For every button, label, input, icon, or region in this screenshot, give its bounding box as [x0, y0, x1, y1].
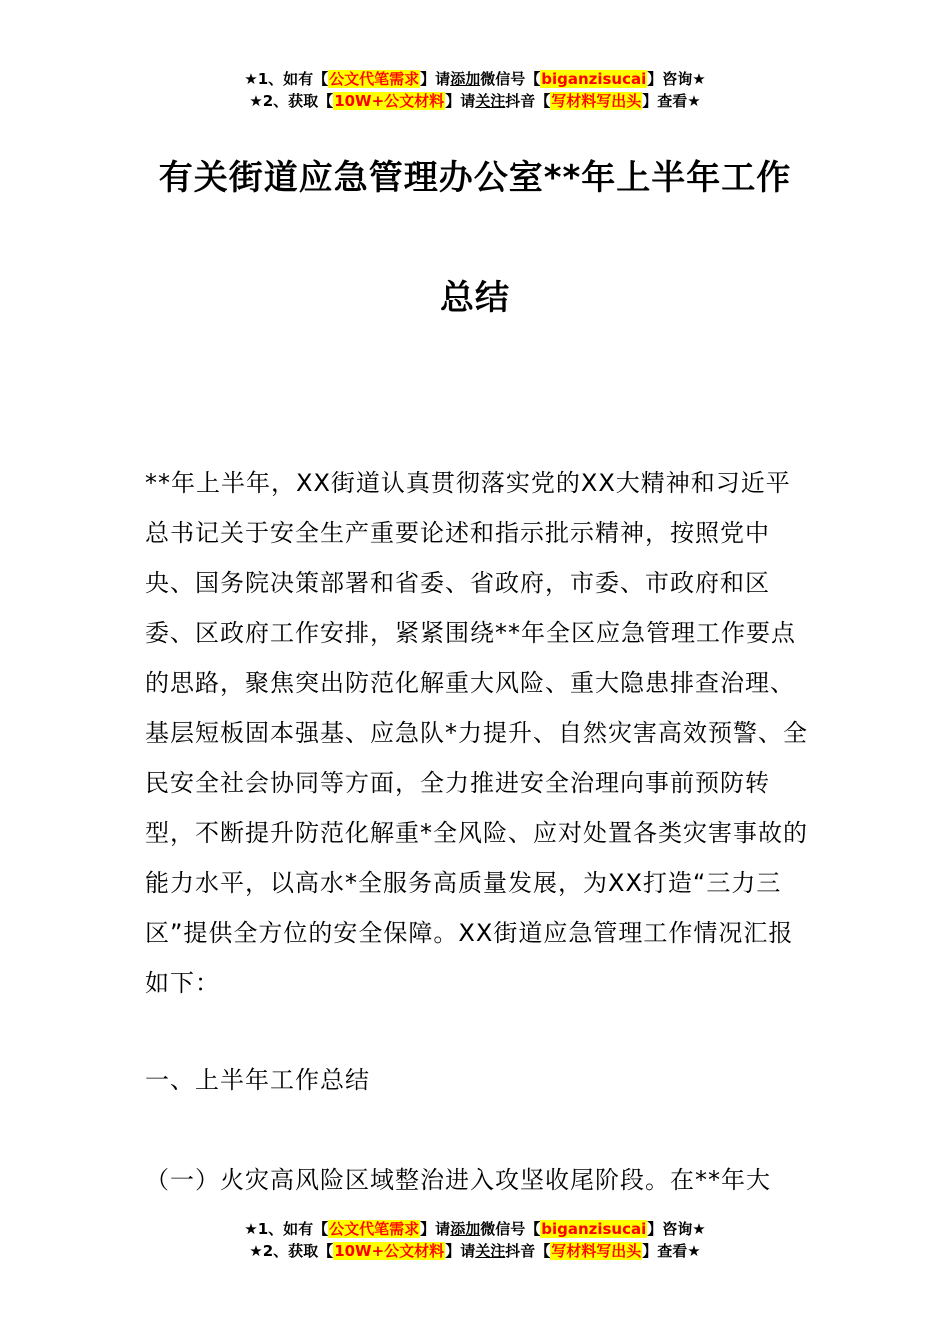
highlight-materials: 10W+公文材料 — [334, 1242, 445, 1260]
section-heading-1: 一、上半年工作总结 — [145, 1066, 370, 1094]
banner-line-2: ★2、获取【10W+公文材料】请关注抖音【写材料写出头】查看★ — [249, 1242, 701, 1260]
banner-line-1: ★1、如有【公文代笔需求】请添加微信号【biganzisucai】咨询★ — [244, 70, 706, 88]
highlight-douyin-id: 写材料写出头 — [551, 92, 642, 110]
highlight-service: 公文代笔需求 — [329, 70, 420, 88]
footer-banner — [0, 1218, 950, 1262]
subsection-heading-1: （一）火灾高风险区域整治进入攻坚收尾阶段。在**年大 — [145, 1166, 771, 1194]
highlight-wechat-id: biganzisucai — [541, 70, 647, 88]
body-paragraph: **年上半年，XX街道认真贯彻落实党的XX大精神和习近平总书记关于安全生产重要论述和指示批示精神，按照党中央、国务院决策部署和省委、省政府，市委、市政府和区委、区政府工作安排，紧紧围绕**年全区应急管理工作要点的思路，聚焦突出防范化解重大风险、重大隐患排查治理、基层短板固本强基、应急队*力提升、自然灾害高效预警、全民安全社会协同等方面，全力推进安全治理向事前预防转型，不断提升防范化解重*全风险、应对处置各类灾害事故的能力水平，以高水*全服务高质量发展，为XX打造“三力三区”提供全方位的安全保障。XX街道应急管理工作情况汇报如下： — [145, 469, 808, 997]
header-banner — [0, 68, 950, 112]
banner-line-2: ★2、获取【10W+公文材料】请关注抖音【写材料写出头】查看★ — [249, 92, 701, 110]
highlight-service: 公文代笔需求 — [329, 1220, 420, 1238]
highlight-wechat-id: biganzisucai — [541, 1220, 647, 1238]
document-title-line-2: 总结 — [440, 278, 510, 318]
banner-line-1: ★1、如有【公文代笔需求】请添加微信号【biganzisucai】咨询★ — [244, 1220, 706, 1238]
highlight-douyin-id: 写材料写出头 — [551, 1242, 642, 1260]
highlight-materials: 10W+公文材料 — [334, 92, 445, 110]
document-title-line-1: 有关街道应急管理办公室**年上半年工作 — [158, 158, 792, 198]
